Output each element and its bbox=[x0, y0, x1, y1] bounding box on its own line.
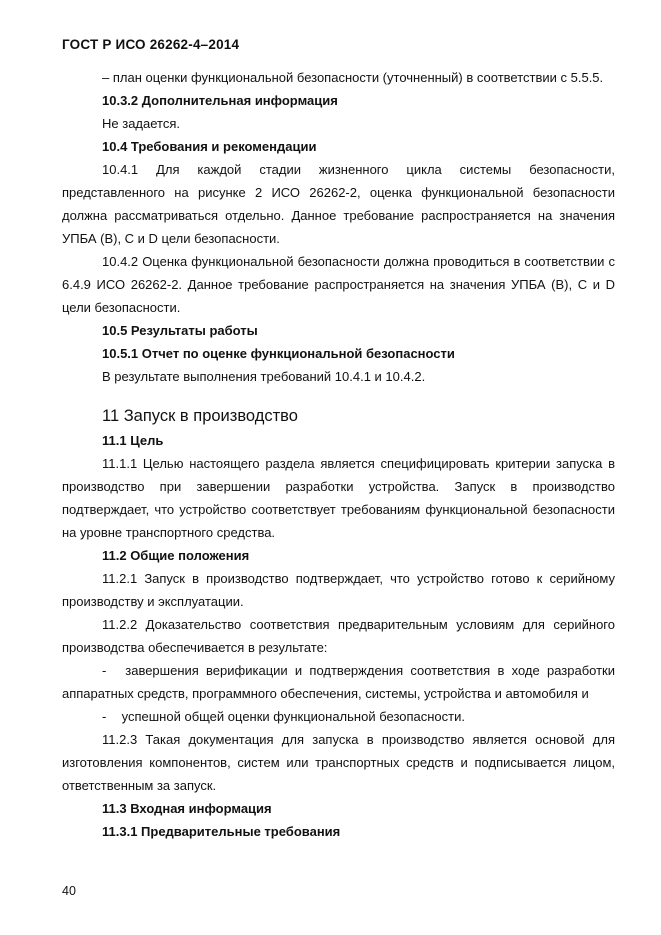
heading-11-3-1: 11.3.1 Предварительные требования bbox=[102, 824, 341, 839]
heading-10-5: 10.5 Результаты работы bbox=[102, 323, 258, 338]
heading-11-3: 11.3 Входная информация bbox=[102, 801, 272, 816]
heading-10-5-1: 10.5.1 Отчет по оценке функциональной безопасности bbox=[102, 346, 455, 361]
heading-10-4: 10.4 Требования и рекомендации bbox=[102, 139, 317, 154]
paragraph-10-4-1: 10.4.1 Для каждой стадии жизненного цикла системы безопасности, представленного на рисунке 2 ИСО 26262-2, оценка функциональной безопасности должна рассматриваться отдельно. Данное требование распространяется на значения УПБА (B), C и D цели безопасности. bbox=[62, 162, 615, 246]
paragraph-11-2-2: 11.2.2 Доказательство соответствия предварительным условиям для серийного производства обеспечивается в результате: bbox=[62, 617, 615, 655]
heading-10-3-2: 10.3.2 Дополнительная информация bbox=[102, 93, 338, 108]
paragraph-11-1-1: 11.1.1 Целью настоящего раздела является специфицировать критерии запуска в производство при завершении разработки устройства. Запуск в производство подтверждает, что устройство соответствует требованиям функциональной безопасности на уровне транспортного средства. bbox=[62, 456, 615, 540]
paragraph-11-2-3: 11.2.3 Такая документация для запуска в производство является основой для изготовления компонентов, систем или транспортных средств и подписывается лицом, ответственным за запуск. bbox=[62, 732, 615, 793]
list-dash-marker: - bbox=[102, 709, 107, 724]
list-item-verification bbox=[62, 659, 615, 705]
paragraph-11-2-1: 11.2.1 Запуск в производство подтверждает, что устройство готово к серийному производству и эксплуатации. bbox=[62, 571, 615, 609]
list-item-text: успешной общей оценки функциональной безопасности. bbox=[121, 709, 465, 724]
page-number: 40 bbox=[62, 884, 76, 898]
list-dash-marker: - bbox=[102, 663, 107, 678]
paragraph-10-5-1-result: В результате выполнения требований 10.4.1 и 10.4.2. bbox=[102, 369, 426, 384]
list-item-assessment bbox=[62, 705, 615, 728]
heading-11-2: 11.2 Общие положения bbox=[102, 548, 250, 563]
list-item-text: завершения верификации и подтверждения соответствия в ходе разработки аппаратных средств, программного обеспечения, системы, устройства и автомобиля и bbox=[62, 663, 615, 701]
document-header: ГОСТ Р ИСО 26262-4–2014 bbox=[62, 37, 240, 52]
heading-11-1: 11.1 Цель bbox=[102, 433, 164, 448]
section-title-11: 11 Запуск в производство bbox=[102, 407, 298, 425]
page-content bbox=[62, 66, 615, 843]
paragraph-not-specified: Не задается. bbox=[102, 116, 180, 131]
paragraph-plan-item: – план оценки функциональной безопасности (уточненный) в соответствии с 5.5.5. bbox=[102, 70, 604, 85]
paragraph-10-4-2: 10.4.2 Оценка функциональной безопасности должна проводиться в соответствии с 6.4.9 ИСО 26262-2. Данное требование распространяется на значения УПБА (B), C и D цели безопасности. bbox=[62, 254, 615, 315]
